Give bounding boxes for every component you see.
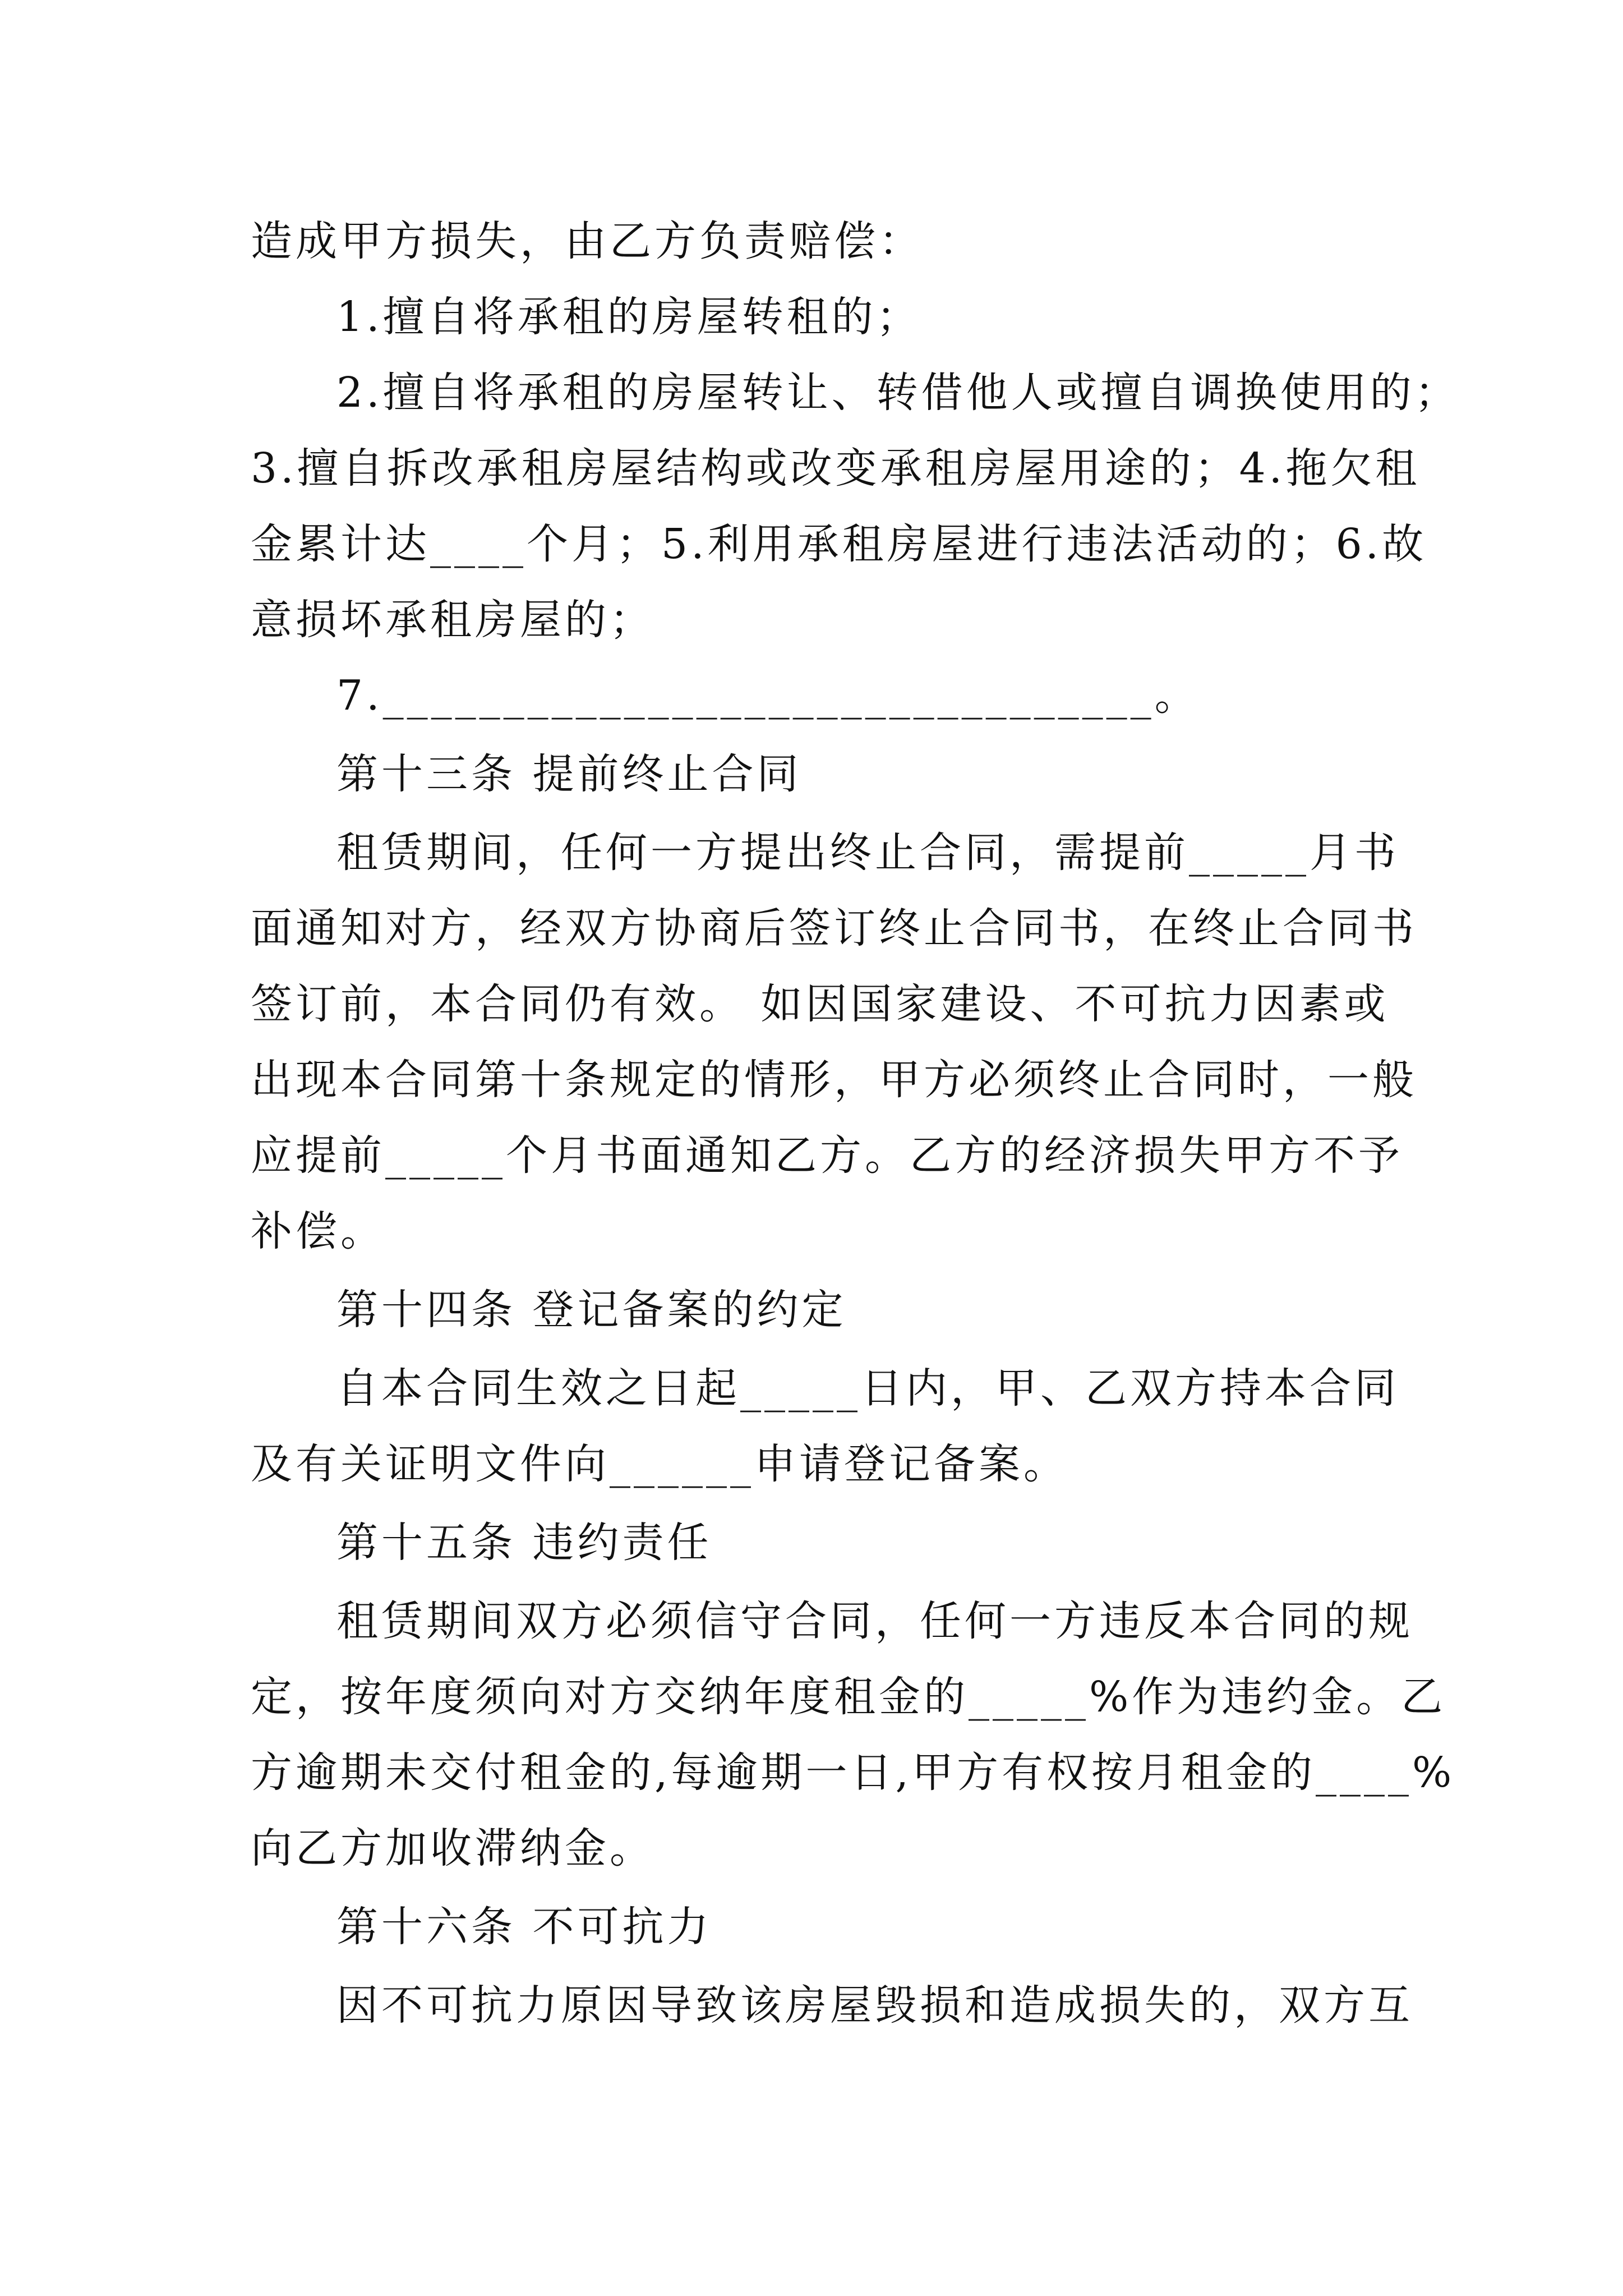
text-line: 租赁期间双方必须信守合同，任何一方违反本合同的规 — [336, 1597, 1413, 1645]
text-line: 金累计达____个月；5.利用承租房屋进行违法活动的；6.故 — [251, 520, 1427, 568]
text-line: 定，按年度须向对方交纳年度租金的_____%作为违约金。乙 — [251, 1673, 1446, 1721]
text-line: 方逾期未交付租金的,每逾期一日,甲方有权按月租金的____% — [251, 1749, 1455, 1797]
text-line: 面通知对方，经双方协商后签订终止合同书，在终止合同书 — [251, 904, 1417, 953]
text-line: 7.________________________________。 — [336, 671, 1200, 720]
section-heading: 第十六条 不可抗力 — [336, 1903, 712, 1951]
text-line: 1.擅自将承租的房屋转租的； — [336, 293, 921, 341]
text-line: 造成甲方损失，由乙方负责赔偿： — [251, 217, 924, 265]
section-heading: 第十四条 登记备案的约定 — [336, 1286, 847, 1334]
text-line: 出现本合同第十条规定的情形，甲方必须终止合同时，一般 — [251, 1056, 1417, 1104]
section-heading: 第十三条 提前终止合同 — [336, 750, 802, 798]
text-line: 租赁期间，任何一方提出终止合同，需提前_____月书 — [336, 829, 1399, 877]
text-line: 2.擅自将承租的房屋转让、转借他人或擅自调换使用的； — [336, 369, 1460, 417]
text-line: 向乙方加收滞纳金。 — [251, 1824, 654, 1872]
text-line: 自本合同生效之日起_____日内，甲、乙双方持本合同 — [336, 1364, 1399, 1412]
text-line: 应提前_____个月书面通知乙方。乙方的经济损失甲方不予 — [251, 1131, 1403, 1180]
text-line: 意损坏承租房屋的； — [251, 596, 654, 644]
text-line: 补偿。 — [251, 1207, 385, 1255]
text-line: 签订前，本合同仍有效。 如因国家建设、不可抗力因素或 — [251, 980, 1389, 1028]
text-line: 3.擅自拆改承租房屋结构或改变承租房屋用途的；4.拖欠租 — [251, 444, 1421, 493]
section-heading: 第十五条 违约责任 — [336, 1519, 712, 1567]
text-line: 因不可抗力原因导致该房屋毁损和造成损失的，双方互 — [336, 1981, 1413, 2030]
text-line: 及有关证明文件向______申请登记备案。 — [251, 1440, 1068, 1488]
